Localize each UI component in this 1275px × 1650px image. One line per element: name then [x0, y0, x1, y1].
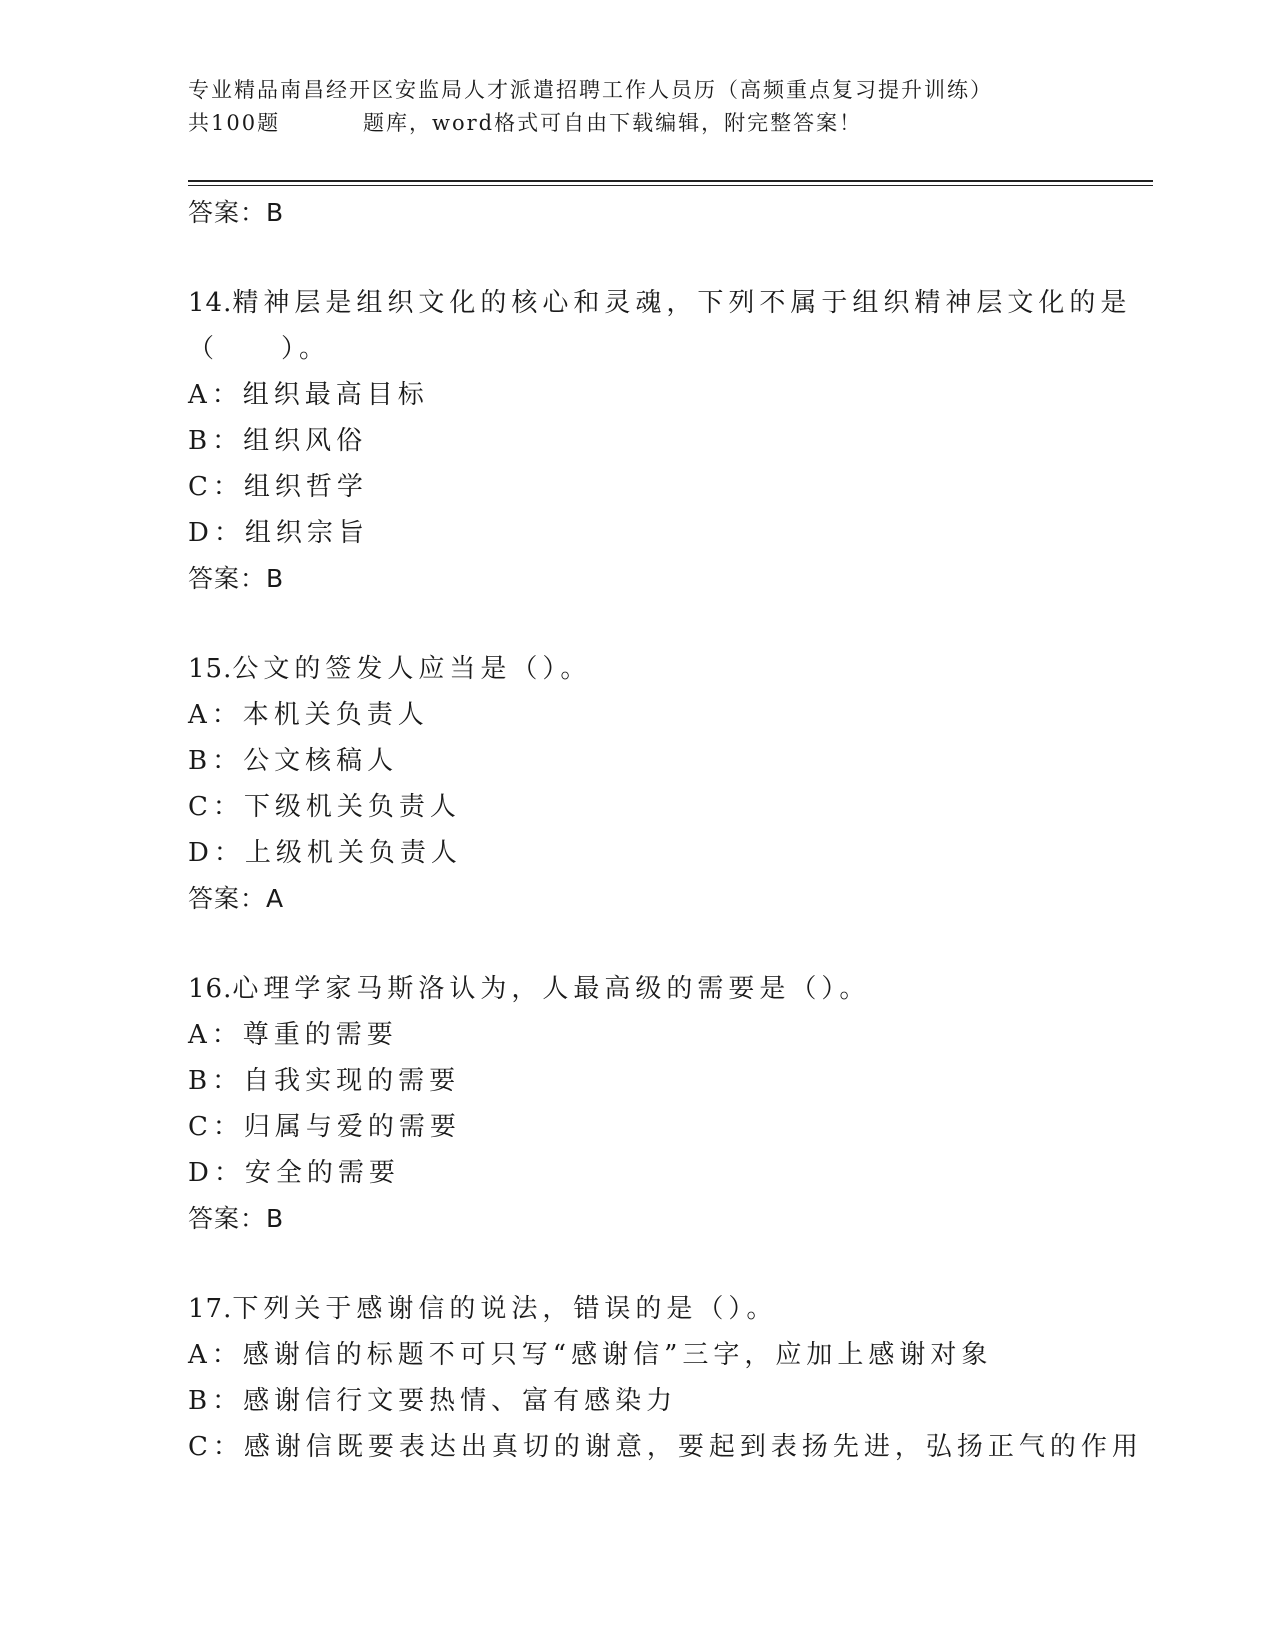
option-b: B：组织风俗	[188, 426, 368, 456]
answer-line: 答案：B	[188, 198, 285, 227]
question-number: 15.	[188, 654, 233, 684]
header-title: 专业精品南昌经开区安监局人才派遣招聘工作人员历（高频重点复习提升训练）	[188, 78, 993, 102]
header-divider	[188, 180, 1153, 182]
question-stem	[188, 280, 1148, 326]
question-item	[188, 646, 1148, 922]
question-item	[188, 966, 1148, 1242]
option-c: C：感谢信既要表达出真切的谢意，要起到表扬先进，弘扬正气的作用	[188, 1432, 1143, 1462]
question-stem	[188, 646, 1148, 692]
option-a: A：感谢信的标题不可只写“感谢信”三字，应加上感谢对象	[188, 1340, 993, 1370]
option-c: C：下级机关负责人	[188, 792, 461, 822]
question-stem	[188, 1286, 1148, 1332]
answer-line: 答案：B	[188, 1204, 285, 1233]
question-number: 14.	[188, 288, 233, 318]
header-description: 题库，word格式可自由下载编辑，附完整答案！	[363, 111, 863, 135]
question-list	[188, 190, 1148, 1470]
question-item	[188, 280, 1148, 602]
page-header	[188, 74, 1148, 140]
option-d: D：上级机关负责人	[188, 838, 462, 868]
question-count: 共100题	[188, 111, 281, 135]
answer-line: 答案：B	[188, 564, 285, 593]
option-c: C：归属与爱的需要	[188, 1112, 461, 1142]
option-b: B：公文核稿人	[188, 746, 399, 776]
question-text: 心理学家马斯洛认为，人最高级的需要是（）。	[232, 974, 871, 1004]
question-number: 17.	[188, 1294, 233, 1324]
option-b: B：自我实现的需要	[188, 1066, 461, 1096]
question-text: 下列关于感谢信的说法，错误的是（）。	[232, 1294, 778, 1324]
question-text: 精神层是组织文化的核心和灵魂，下列不属于组织精神层文化的是	[232, 288, 1132, 318]
header-divider-thin	[188, 185, 1153, 186]
option-a: A：组织最高目标	[188, 380, 429, 410]
option-b: B：感谢信行文要热情、富有感染力	[188, 1386, 678, 1416]
question-number: 16.	[188, 974, 233, 1004]
header-subtitle	[188, 107, 1148, 140]
question-text-continued: （ ）。	[188, 334, 331, 364]
answer-line: 答案：A	[188, 884, 285, 913]
option-a: A：尊重的需要	[188, 1020, 398, 1050]
question-stem	[188, 966, 1148, 1012]
question-item	[188, 1286, 1148, 1470]
option-c: C：组织哲学	[188, 472, 368, 502]
question-text: 公文的签发人应当是（）。	[232, 654, 592, 684]
option-d: D：安全的需要	[188, 1158, 400, 1188]
option-a: A：本机关负责人	[188, 700, 429, 730]
option-d: D：组织宗旨	[188, 518, 369, 548]
